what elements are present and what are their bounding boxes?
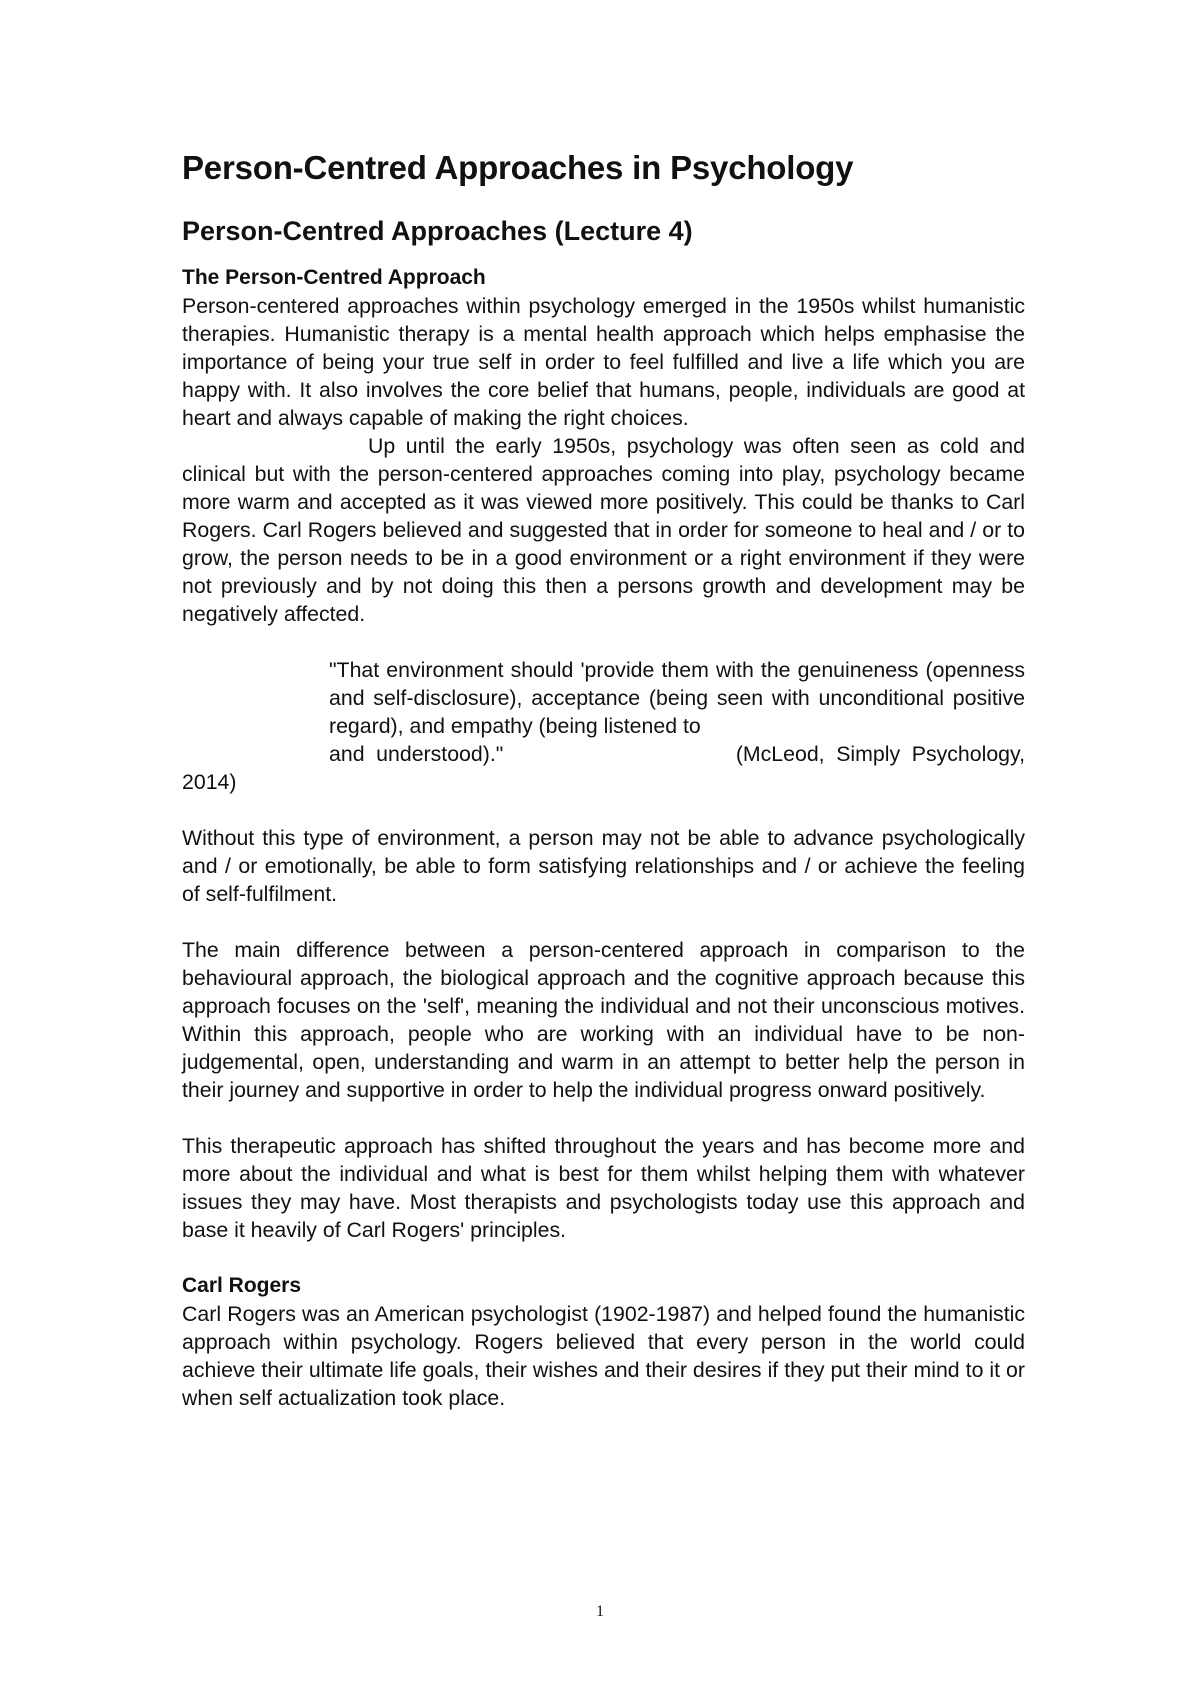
- document-title: Person-Centred Approaches in Psychology: [182, 149, 854, 186]
- paragraph: Up until the early 1950s, psychology was often seen as cold and clinical but with the person-centered approaches coming into play, psychology became more warm and accepted as it was viewed more positively. This could be thanks to Carl Rogers. Carl Rogers believed and suggested that in order for someone to heal and / or to grow, the person needs to be in a good environment or a right environment if they were not previously and by not doing this then a persons growth and development may be negatively affected.: [182, 434, 1025, 626]
- quote-year: 2014): [182, 770, 237, 794]
- document-subtitle: Person-Centred Approaches (Lecture 4): [182, 216, 693, 246]
- section-heading: The Person-Centred Approach: [182, 266, 486, 289]
- paragraph: Without this type of environment, a person may not be able to advance psychologically and / or emotionally, be able to form satisfying relationships and / or achieve the feeling of self-fulfilment.: [182, 826, 1025, 906]
- quote-text: "That environment should 'provide them with the genuineness (openness and self-disclosure), acceptance (being seen with unconditional positive regard), and empathy (being listened to: [329, 658, 1025, 738]
- page-number: 1: [596, 1603, 604, 1620]
- section-person-centred-approach: [182, 264, 1025, 628]
- section-carl-rogers: [182, 1272, 1025, 1412]
- paragraph: This therapeutic approach has shifted throughout the years and has become more and more about the individual and what is best for them whilst helping them with whatever issues they may have. Most therapists and psychologists today use this approach and base it heavily of Carl Rogers' principles.: [182, 1134, 1025, 1242]
- paragraph: Person-centered approaches within psychology emerged in the 1950s whilst humanistic therapies. Humanistic therapy is a mental health approach which helps emphasise the importance of being your true self in order to feel fulfilled and live a life which you are happy with. It also involves the core belief that humans, people, individuals are good at heart and always capable of making the right choices.: [182, 294, 1025, 430]
- paragraph: The main difference between a person-centered approach in comparison to the behavioural approach, the biological approach and the cognitive approach because this approach focuses on the 'self', meaning the individual and not their unconscious motives. Within this approach, people who are working with an individual have to be non-judgemental, open, understanding and warm in an attempt to better help the person in their journey and supportive in order to help the individual progress onward positively.: [182, 938, 1025, 1102]
- section-heading: Carl Rogers: [182, 1274, 302, 1297]
- document-body: [182, 138, 1025, 1412]
- paragraph: Carl Rogers was an American psychologist (1902-1987) and helped found the humanistic approach within psychology. Rogers believed that every person in the world could achieve their ultimate life goals, their wishes and their desires if they put their mind to it or when self actualization took place.: [182, 1302, 1025, 1410]
- block-quote: [329, 656, 1025, 768]
- quote-citation: and understood)." (McLeod, Simply Psychology,: [329, 742, 1025, 766]
